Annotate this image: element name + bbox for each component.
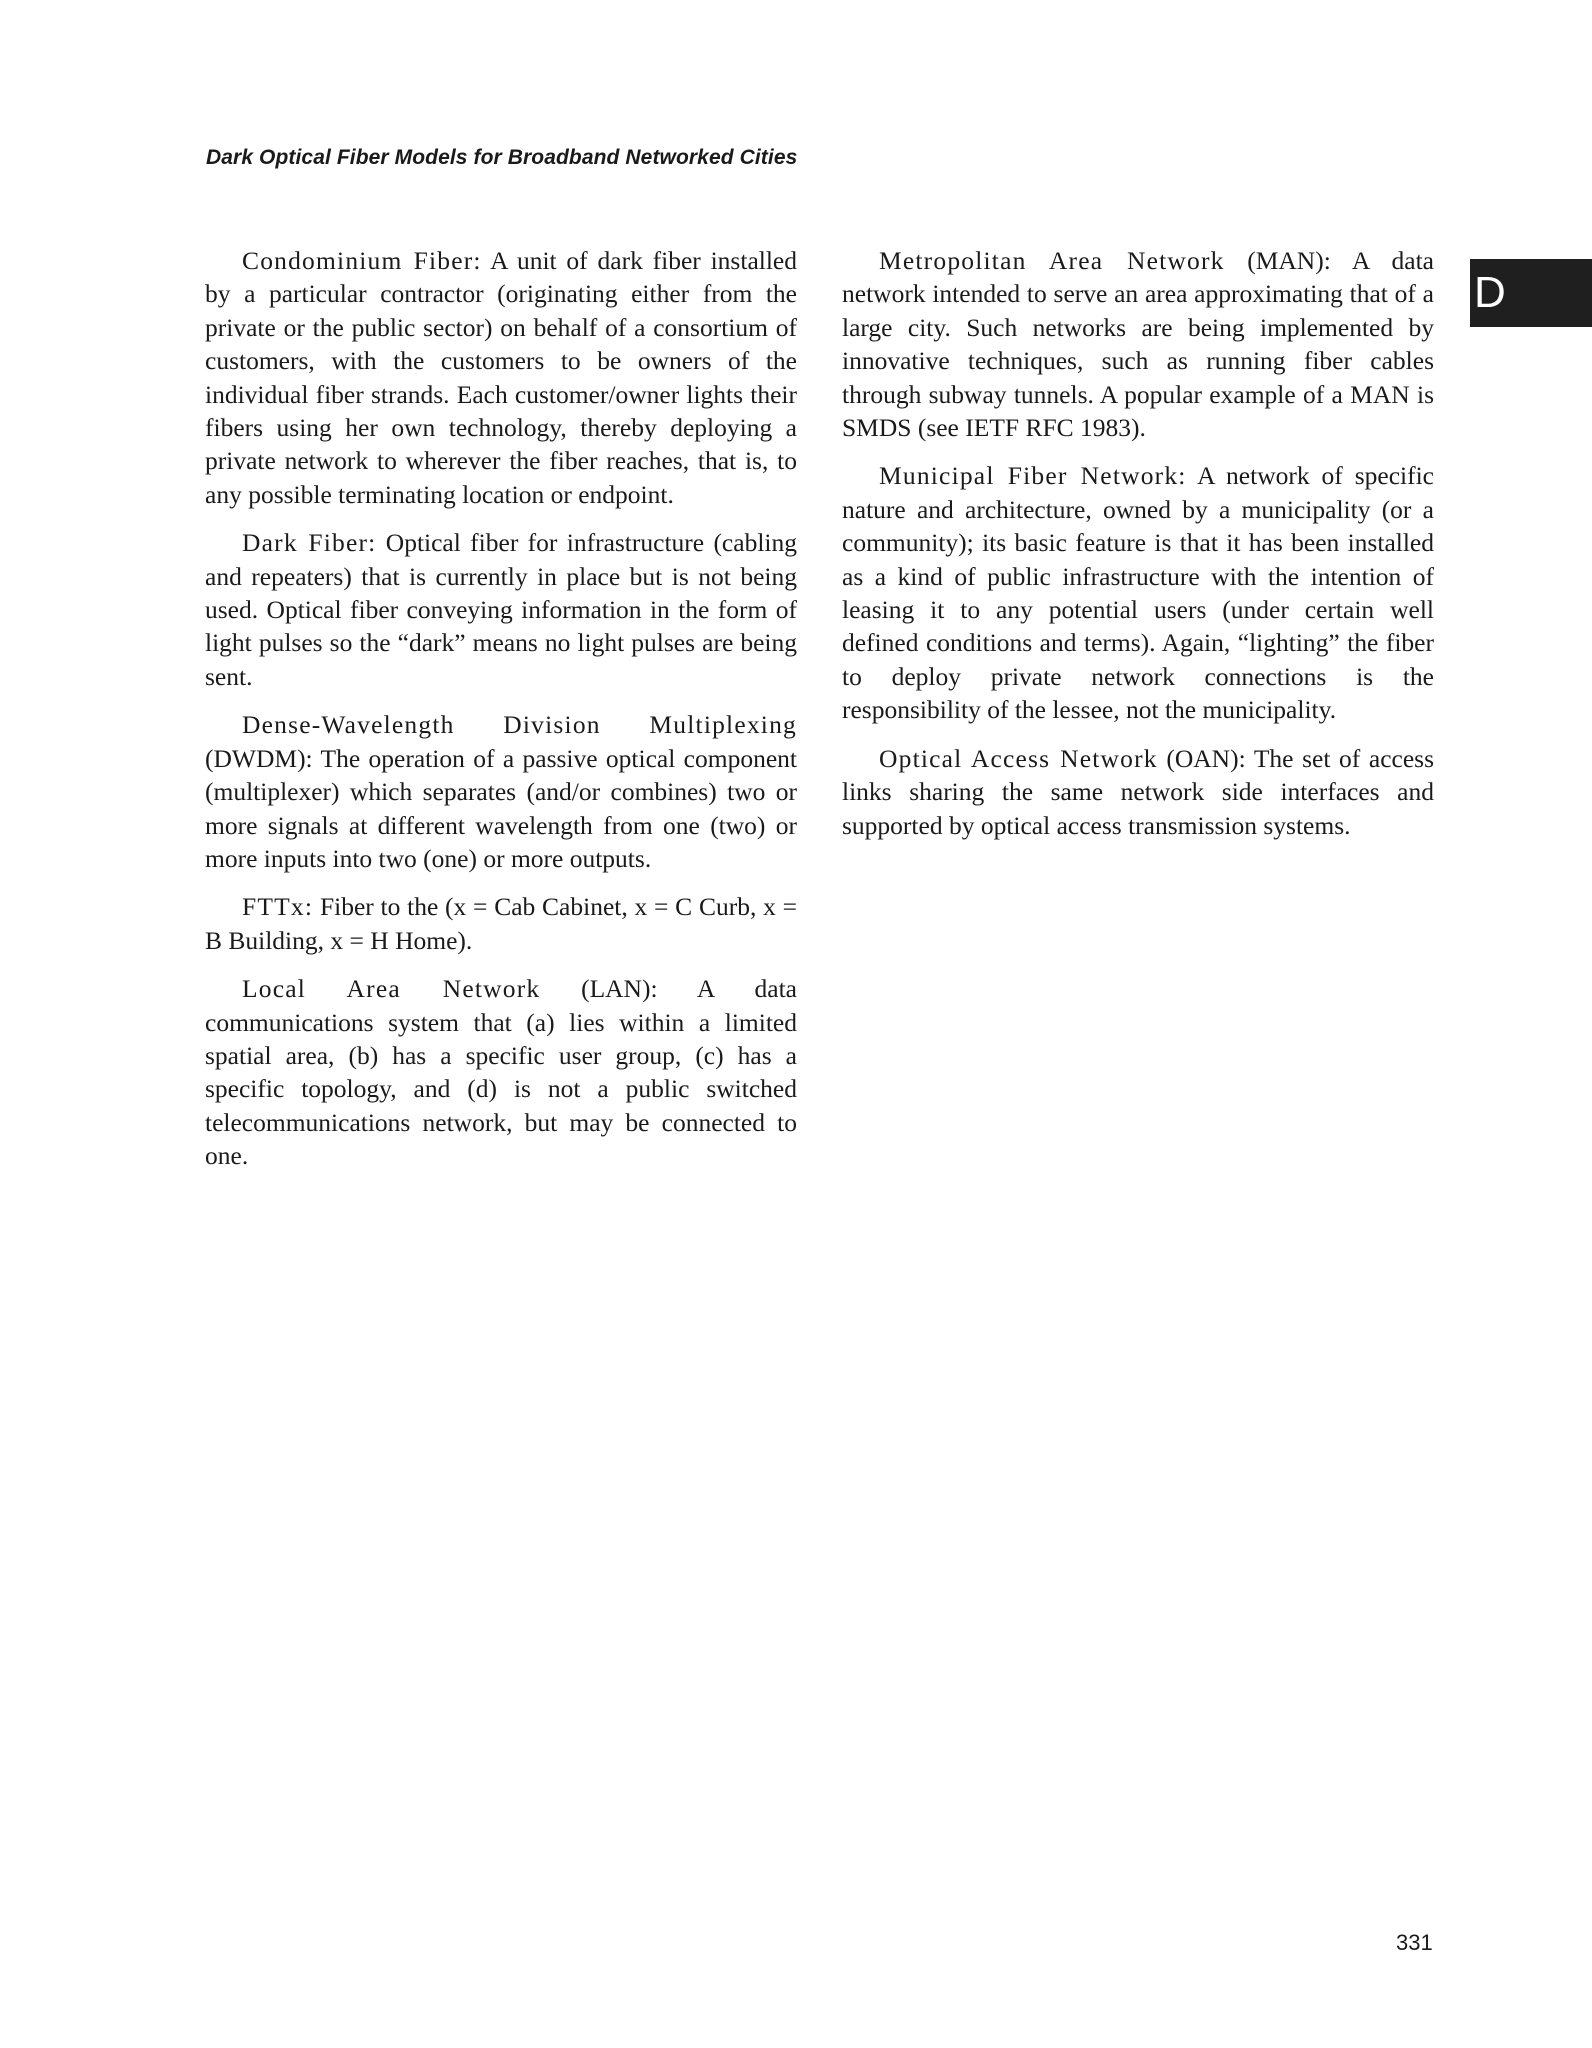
glossary-definition: Optical fiber for infrastructure (cabling and repeaters) that is currently in place but is not being used. Optical fiber conveying information in the form of light pulses so the “dark” means no light pulses are being sent.	[205, 528, 797, 691]
glossary-definition: (MAN): A data network intended to serve an area approximating that of a large city. Such networks are being implemented by innovative techniques, such as running fiber cables through subway tunnels. A popular example of a MAN is SMDS (see IETF RFC 1983).	[842, 246, 1434, 443]
glossary-term: Municipal Fiber Network:	[879, 461, 1187, 491]
glossary-entry-dwdm	[205, 708, 797, 875]
running-title: Dark Optical Fiber Models for Broadband Networked Cities	[206, 146, 798, 169]
glossary-term: FTTx:	[242, 892, 314, 922]
glossary-entry-condominium-fiber	[205, 244, 797, 511]
glossary-definition: (DWDM): The operation of a passive optical component (multiplexer) which separates (and/or combines) two or more signals at different wavelength from one (two) or more inputs into two (one) or more outputs.	[205, 743, 797, 873]
glossary-term: Dark Fiber:	[242, 528, 377, 558]
glossary-entry-man	[842, 244, 1434, 444]
glossary-term: Local Area Network	[242, 974, 541, 1004]
glossary-definition: (LAN): A data communications system that (a) lies within a limited spatial area, (b) has a specific user group, (c) has a specific topology, and (d) is not a public switched telecommunications network, but may be connected to one.	[205, 974, 797, 1171]
glossary-entry-dark-fiber	[205, 526, 797, 693]
glossary-definition: Fiber to the (x = Cab Cabinet, x = C Curb, x = B Building, x = H Home).	[205, 892, 797, 955]
right-column	[842, 244, 1434, 857]
glossary-entry-fttx	[205, 890, 797, 957]
glossary-entry-municipal-fiber-network	[842, 459, 1434, 726]
section-letter: D	[1474, 268, 1506, 317]
section-thumb-tab	[1470, 259, 1592, 327]
page-number: 331	[1396, 1930, 1433, 1955]
glossary-definition: (OAN): The set of access links sharing the same network side interfaces and supported by optical access transmission systems.	[842, 743, 1435, 840]
glossary-entry-lan	[205, 972, 797, 1172]
glossary-definition: A unit of dark fiber installed by a particular contractor (originating either from the private or the public sector) on behalf of a consortium of customers, with the customers to be owners of the individual fiber strands. Each customer/owner lights their fibers using her own technology, thereby deploying a private network to wherever the fiber reaches, that is, to any possible terminating location or endpoint.	[205, 246, 798, 509]
glossary-term: Condominium Fiber:	[242, 246, 482, 275]
glossary-term: Metropolitan Area Network	[879, 246, 1225, 275]
glossary-term: Optical Access Network	[879, 743, 1158, 773]
glossary-definition: A network of specific nature and architecture, owned by a municipality (or a community); its basic feature is that it has been installed as a kind of public infrastructure with the intention of leasing it to any potential users (under certain well defined conditions and terms). Again, “lighting” the fiber to deploy private network connections is the responsibility of the lessee, not the municipality.	[842, 461, 1434, 725]
left-column	[205, 244, 797, 1188]
glossary-entry-oan	[842, 742, 1434, 842]
glossary-term: Dense-Wavelength Division Multiplexing	[242, 710, 797, 740]
